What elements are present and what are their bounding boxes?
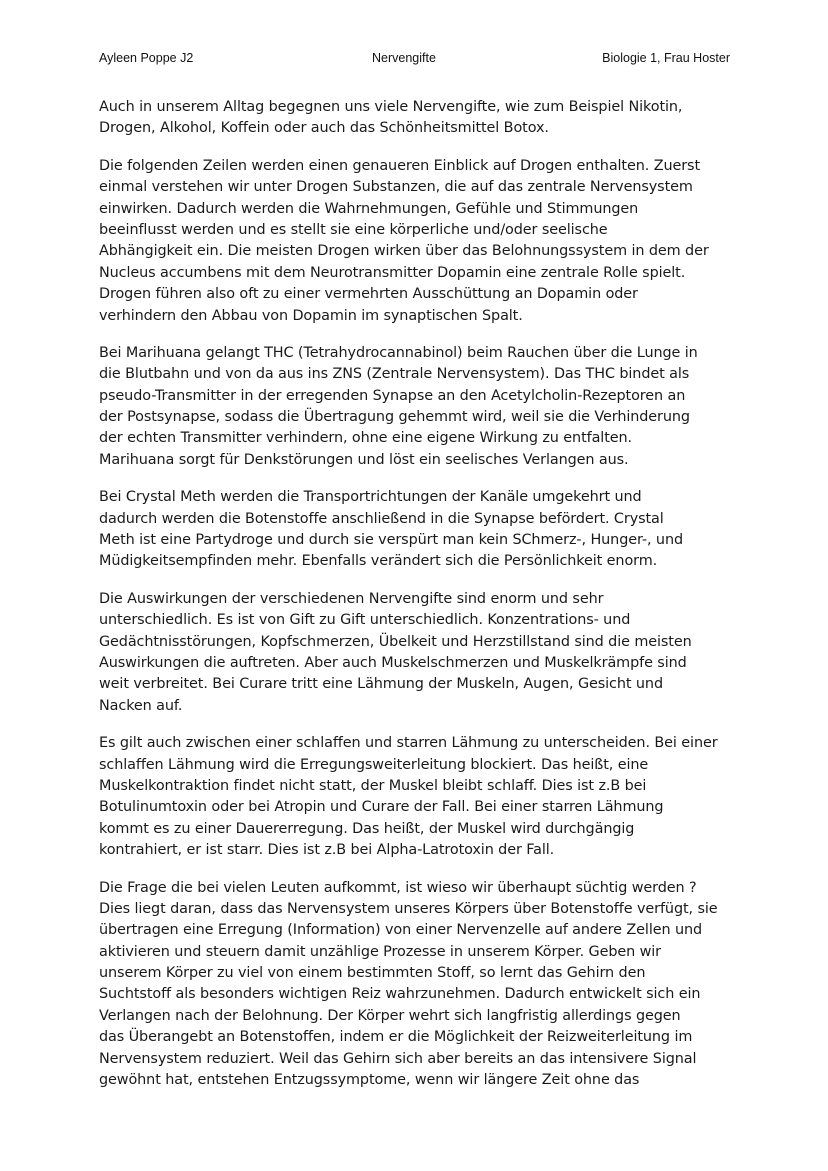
text-line: übertragen eine Erregung (Information) von einer Nervenzelle auf andere Zellen und xyxy=(99,922,703,939)
text-line: Verlangen nach der Belohnung. Der Körper wehrt sich langfristig allerdings gegen xyxy=(99,1007,681,1024)
paragraph xyxy=(99,97,739,140)
paragraph xyxy=(99,156,739,327)
text-line: einmal verstehen wir unter Drogen Substanzen, die auf das zentrale Nervensystem xyxy=(99,179,693,196)
document-body xyxy=(99,97,739,1107)
paragraph xyxy=(99,343,739,471)
text-line: Suchtstoff als besonders wichtigen Reiz wahrzunehmen. Dadurch entwickelt sich ein xyxy=(99,986,701,1003)
text-line: Gedächtnisstörungen, Kopfschmerzen, Übelkeit und Herzstillstand sind die meisten xyxy=(99,633,692,650)
text-line: die Blutbahn und von da aus ins ZNS (Zentrale Nervensystem). Das THC bindet als xyxy=(99,366,690,383)
paragraph xyxy=(99,589,739,717)
text-line: beeinflusst werden und es stellt sie eine körperliche und/oder seelische xyxy=(99,221,608,238)
text-line: Bei Marihuana gelangt THC (Tetrahydrocannabinol) beim Rauchen über die Lunge in xyxy=(99,344,698,361)
text-line: Nacken auf. xyxy=(99,697,183,714)
text-line: das Überangebt an Botenstoffen, indem er die Möglichkeit der Reizweiterleitung im xyxy=(99,1029,693,1046)
text-line: schlaffen Lähmung wird die Erregungsweiterleitung blockiert. Das heißt, eine xyxy=(99,756,649,773)
text-line: Bei Crystal Meth werden die Transportrichtungen der Kanäle umgekehrt und xyxy=(99,489,642,506)
text-line: Drogen, Alkohol, Koffein oder auch das Schönheitsmittel Botox. xyxy=(99,120,549,137)
text-line: unserem Körper zu viel von einem bestimmten Stoff, so lernt das Gehirn den xyxy=(99,965,646,982)
text-line: Abhängigkeit ein. Die meisten Drogen wirken über das Belohnungssystem in dem der xyxy=(99,243,709,260)
paragraph xyxy=(99,487,739,573)
text-line: Die Auswirkungen der verschiedenen Nervengifte sind enorm und sehr xyxy=(99,590,604,607)
text-line: Die Frage die bei vielen Leuten aufkommt, ist wieso wir überhaupt süchtig werden ? xyxy=(99,879,697,896)
text-line: der Postsynapse, sodass die Übertragung gehemmt wird, weil sie die Verhinderung xyxy=(99,409,690,426)
text-line: Muskelkontraktion findet nicht statt, der Muskel bleibt schlaff. Dies ist z.B bei xyxy=(99,777,647,794)
text-line: Meth ist eine Partydroge und durch sie verspürt man kein SChmerz-, Hunger-, und xyxy=(99,532,684,549)
text-line: weit verbreitet. Bei Curare tritt eine Lähmung der Muskeln, Augen, Gesicht und xyxy=(99,676,663,693)
text-line: pseudo-Transmitter in der erregenden Synapse an den Acetylcholin-Rezeptoren an xyxy=(99,387,686,404)
text-line: Drogen führen also oft zu einer vermehrten Ausschüttung an Dopamin oder xyxy=(99,286,638,303)
header-author: Ayleen Poppe J2 xyxy=(99,51,194,65)
text-line: Nucleus accumbens mit dem Neurotransmitter Dopamin eine zentrale Rolle spielt. xyxy=(99,264,686,281)
text-line: Müdigkeitsempfinden mehr. Ebenfalls verändert sich die Persönlichkeit enorm. xyxy=(99,553,658,570)
text-line: verhindern den Abbau von Dopamin im synaptischen Spalt. xyxy=(99,307,523,324)
text-line: Dies liegt daran, dass das Nervensystem unseres Körpers über Botenstoffe verfügt, sie xyxy=(99,900,718,917)
header-title: Nervengifte xyxy=(372,51,436,65)
text-line: einwirken. Dadurch werden die Wahrnehmungen, Gefühle und Stimmungen xyxy=(99,200,639,217)
text-line: Botulinumtoxin oder bei Atropin und Curare der Fall. Bei einer starren Lähmung xyxy=(99,799,664,816)
text-line: Auswirkungen die auftreten. Aber auch Muskelschmerzen und Muskelkrämpfe sind xyxy=(99,654,687,671)
text-line: Es gilt auch zwischen einer schlaffen und starren Lähmung zu unterscheiden. Bei einer xyxy=(99,735,718,752)
text-line: kommt es zu einer Dauererregung. Das heißt, der Muskel wird durchgängig xyxy=(99,820,635,837)
paragraph xyxy=(99,733,739,861)
page-header xyxy=(0,51,828,69)
text-line: der echten Transmitter verhindern, ohne eine eigene Wirkung zu entfalten. xyxy=(99,430,632,447)
header-course: Biologie 1, Frau Hoster xyxy=(602,51,730,65)
text-line: Nervensystem reduziert. Weil das Gehirn sich aber bereits an das intensivere Signal xyxy=(99,1050,697,1067)
text-line: Auch in unserem Alltag begegnen uns viele Nervengifte, wie zum Beispiel Nikotin, xyxy=(99,99,683,115)
text-line: kontrahiert, er ist starr. Dies ist z.B bei Alpha-Latrotoxin der Fall. xyxy=(99,842,555,859)
text-line: gewöhnt hat, entstehen Entzugssymptome, wenn wir längere Zeit ohne das xyxy=(99,1072,640,1089)
text-line: Die folgenden Zeilen werden einen genaueren Einblick auf Drogen enthalten. Zuerst xyxy=(99,157,700,174)
text-line: aktivieren und steuern damit unzählige Prozesse in unserem Körper. Geben wir xyxy=(99,943,662,960)
paragraph xyxy=(99,878,739,1092)
text-line: dadurch werden die Botenstoffe anschließend in die Synapse befördert. Crystal xyxy=(99,510,664,527)
text-line: Marihuana sorgt für Denkstörungen und löst ein seelisches Verlangen aus. xyxy=(99,451,629,468)
text-line: unterschiedlich. Es ist von Gift zu Gift unterschiedlich. Konzentrations- und xyxy=(99,612,631,629)
